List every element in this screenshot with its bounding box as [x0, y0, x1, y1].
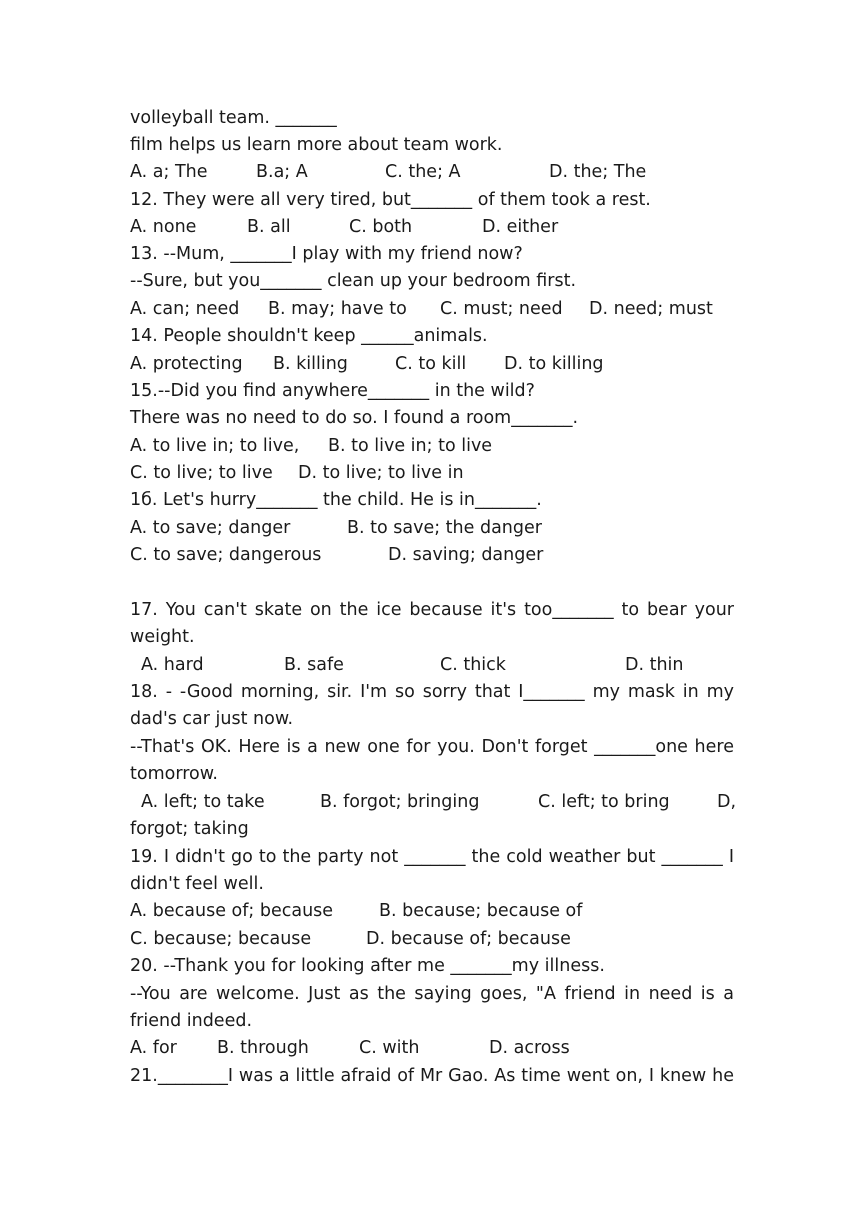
question-18-reply: --That's OK. Here is a new one for you. Don't forget _______one here — [130, 737, 734, 757]
q12-option-b: B. all — [247, 217, 291, 237]
question-20-reply-cont: friend indeed. — [130, 1011, 253, 1031]
question-13: 13. --Mum, _______I play with my friend now? — [130, 244, 523, 264]
question-16: 1б. Let's hurry_______ the child. He is in_______. — [130, 490, 542, 510]
q16-options-row1 — [130, 518, 740, 538]
q19-options-row2 — [130, 929, 740, 949]
question-20: 20. --Thank you for looking after me _______my illness. — [130, 956, 605, 976]
q20-option-b: B. through — [217, 1038, 309, 1058]
q17-option-b: B. safe — [284, 655, 344, 675]
question-20-reply: --You are welcome. Just as the saying goes, "A friend in need is a — [130, 984, 734, 1004]
q18-options — [130, 792, 740, 812]
q16-options-row2 — [130, 545, 740, 565]
question-text-line: volleyball team. _______ — [130, 108, 337, 128]
q19-option-b: B. because; because of — [379, 901, 583, 921]
question-14: 14. People shouldn't keep ______animals. — [130, 326, 488, 346]
question-text-line: film helps us learn more about team work. — [130, 135, 503, 155]
q11-option-a: A. a; The — [130, 162, 208, 182]
q18-option-a: A. left; to take — [141, 792, 265, 812]
q18-option-b: B. forgot; bringing — [320, 792, 480, 812]
question-17-cont: weight. — [130, 627, 195, 647]
question-12: 12. They were all very tired, but_______ of them took a rest. — [130, 190, 651, 210]
q12-option-a: A. none — [130, 217, 197, 237]
q15-options-row2 — [130, 463, 740, 483]
q19-option-a: A. because of; because — [130, 901, 334, 921]
q20-options — [130, 1038, 740, 1058]
question-15-reply: There was no need to do so. I found a room_______. — [130, 408, 579, 428]
q13-option-a: A. can; need — [130, 299, 240, 319]
q14-option-c: C. to kill — [395, 354, 467, 374]
q13-option-c: C. must; need — [440, 299, 563, 319]
q11-option-b: B.a; A — [256, 162, 308, 182]
q16-option-d: D. saving; danger — [388, 545, 544, 565]
q14-option-d: D. to killing — [504, 354, 604, 374]
q13-option-b: B. may; have to — [268, 299, 407, 319]
question-13-reply: --Sure, but you_______ clean up your bedroom first. — [130, 271, 577, 291]
q18-option-d-cont: forgot; taking — [130, 819, 249, 839]
q14-option-b: B. killing — [273, 354, 348, 374]
q17-option-a: A. hard — [141, 655, 204, 675]
q16-option-a: A. to save; danger — [130, 518, 291, 538]
q15-options-row1 — [130, 436, 740, 456]
question-17: 17. You can't skate on the ice because it's too_______ to bear your — [130, 600, 734, 620]
q18-option-d: D, — [717, 792, 737, 812]
q17-option-d: D. thin — [625, 655, 684, 675]
q16-option-b: B. to save; the danger — [347, 518, 542, 538]
q14-option-a: A. protecting — [130, 354, 243, 374]
q11-options — [130, 162, 740, 182]
q19-option-c: C. because; because — [130, 929, 312, 949]
question-21: 21.________I was a little afraid of Mr Gao. As time went on, I knew he — [130, 1066, 734, 1086]
q18-option-c: C. left; to bring — [538, 792, 670, 812]
q12-option-c: C. both — [349, 217, 413, 237]
q16-option-c: C. to save; dangerous — [130, 545, 322, 565]
question-19: 19. I didn't go to the party not _______ the cold weather but _______ I — [130, 847, 734, 867]
q15-option-c: C. to live; to live — [130, 463, 273, 483]
q11-option-c: C. the; A — [385, 162, 461, 182]
q20-option-c: C. with — [359, 1038, 420, 1058]
q17-options — [130, 655, 740, 675]
q15-option-a: A. to live in; to live, — [130, 436, 300, 456]
q12-options — [130, 217, 740, 237]
q19-options-row1 — [130, 901, 740, 921]
q17-option-c: C. thick — [440, 655, 506, 675]
q15-option-d: D. to live; to live in — [298, 463, 464, 483]
question-18: 18. - -Good morning, sir. I'm so sorry that I_______ my mask in my — [130, 682, 734, 702]
q19-option-d: D. because of; because — [366, 929, 571, 949]
q12-option-d: D. either — [482, 217, 559, 237]
question-15: 15.--Did you find anywhere_______ in the wild? — [130, 381, 535, 401]
q15-option-b: B. to live in; to live — [328, 436, 493, 456]
q20-option-a: A. for — [130, 1038, 177, 1058]
question-18-reply-cont: tomorrow. — [130, 764, 218, 784]
q13-options — [130, 299, 740, 319]
q11-option-d: D. the; The — [549, 162, 647, 182]
question-18-cont: dad's car just now. — [130, 709, 294, 729]
q20-option-d: D. across — [489, 1038, 570, 1058]
q14-options — [130, 354, 740, 374]
q13-option-d: D. need; must — [589, 299, 713, 319]
question-19-cont: didn't feel well. — [130, 874, 264, 894]
